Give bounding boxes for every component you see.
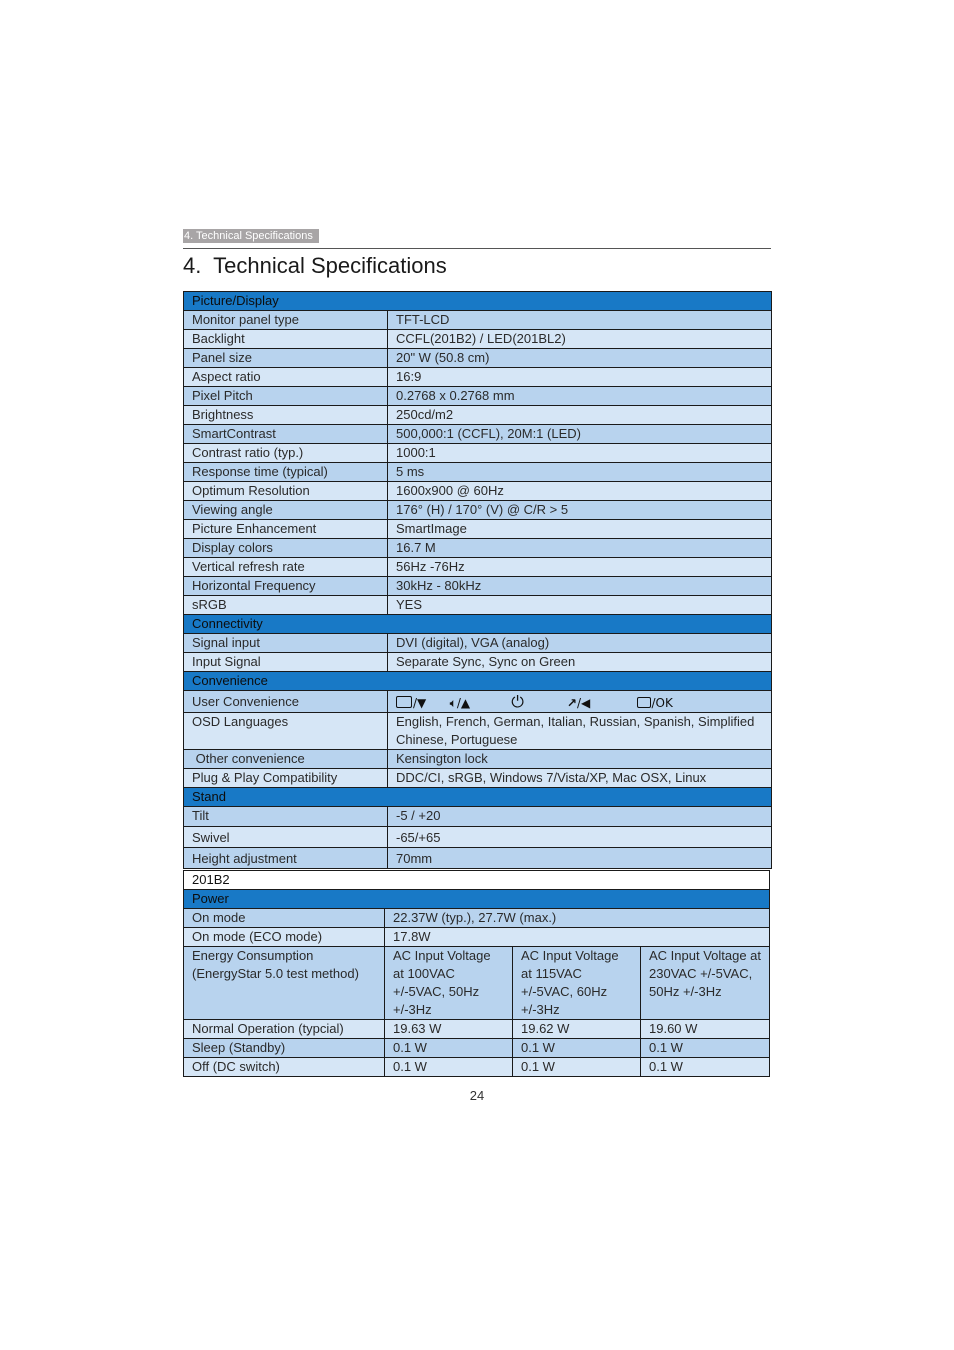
table-row xyxy=(184,909,770,928)
row-label: Optimum Resolution xyxy=(184,482,388,501)
row-value: 250cd/m2 xyxy=(388,406,772,425)
row-value: 0.1 W xyxy=(513,1039,641,1058)
row-label: Brightness xyxy=(184,406,388,425)
table-row xyxy=(184,368,772,387)
row-value: 0.2768 x 0.2768 mm xyxy=(388,387,772,406)
section-title: Stand xyxy=(184,788,772,807)
row-value: 16.7 M xyxy=(388,539,772,558)
table-row xyxy=(184,713,772,750)
row-value: DDC/CI, sRGB, Windows 7/Vista/XP, Mac OSX, Linux xyxy=(388,769,772,788)
osd-control-icons xyxy=(388,691,772,713)
row-value: 19.60 W xyxy=(641,1020,770,1039)
table-row xyxy=(184,807,772,827)
row-label: Response time (typical) xyxy=(184,463,388,482)
row-value: 22.37W (typ.), 27.7W (max.) xyxy=(385,909,770,928)
row-label: Pixel Pitch xyxy=(184,387,388,406)
row-label: Aspect ratio xyxy=(184,368,388,387)
table-row xyxy=(184,848,772,869)
row-label: Input Signal xyxy=(184,653,388,672)
table-row xyxy=(184,691,772,713)
row-value: SmartImage xyxy=(388,520,772,539)
section-title: Convenience xyxy=(184,672,772,691)
model-name: 201B2 xyxy=(184,871,770,890)
row-value: 20" W (50.8 cm) xyxy=(388,349,772,368)
icon-label: /▲ xyxy=(456,696,471,710)
page-title: 4. Technical Specifications xyxy=(183,253,447,278)
row-value: 70mm xyxy=(388,848,772,869)
power-table xyxy=(183,870,770,1077)
row-value: Kensington lock xyxy=(388,750,772,769)
row-value: 176° (H) / 170° (V) @ C/R > 5 xyxy=(388,501,772,520)
table-row xyxy=(184,425,772,444)
table-row xyxy=(184,577,772,596)
header-divider xyxy=(183,248,771,249)
row-value: 5 ms xyxy=(388,463,772,482)
table-row xyxy=(184,750,772,769)
row-value: 16:9 xyxy=(388,368,772,387)
section-tag: 4. Technical Specifications xyxy=(183,229,319,243)
row-value: -5 / +20 xyxy=(388,807,772,827)
menu-box-icon xyxy=(637,697,651,708)
row-label: Height adjustment xyxy=(184,848,388,869)
section-title: Connectivity xyxy=(184,615,772,634)
row-label: Normal Operation (typcial) xyxy=(184,1020,385,1039)
row-value: 0.1 W xyxy=(385,1058,513,1077)
table-row xyxy=(184,947,770,1020)
row-label: SmartContrast xyxy=(184,425,388,444)
row-label: Off (DC switch) xyxy=(184,1058,385,1077)
table-row xyxy=(184,1020,770,1039)
row-label: Swivel xyxy=(184,827,388,848)
table-row xyxy=(184,444,772,463)
table-row xyxy=(184,311,772,330)
row-label: sRGB xyxy=(184,596,388,615)
row-value: 17.8W xyxy=(385,928,770,947)
table-row xyxy=(184,406,772,425)
row-value: 30kHz - 80kHz xyxy=(388,577,772,596)
row-label: User Convenience xyxy=(184,691,388,713)
row-value: 56Hz -76Hz xyxy=(388,558,772,577)
row-value: 19.62 W xyxy=(513,1020,641,1039)
column-header: AC Input Voltage at 100VAC +/-5VAC, 50Hz +/-3Hz xyxy=(385,947,513,1020)
section-header-picture-display xyxy=(184,292,772,311)
row-value: 0.1 W xyxy=(513,1058,641,1077)
smartimage-left-icon xyxy=(567,694,633,712)
table-row xyxy=(184,330,772,349)
menu-down-icon xyxy=(396,694,446,712)
table-row xyxy=(184,769,772,788)
row-label: On mode (ECO mode) xyxy=(184,928,385,947)
speaker-icon: 🔈︎ xyxy=(449,696,457,710)
table-row xyxy=(184,1058,770,1077)
row-label: Tilt xyxy=(184,807,388,827)
row-label: Plug & Play Compatibility xyxy=(184,769,388,788)
row-label: Sleep (Standby) xyxy=(184,1039,385,1058)
model-header-row xyxy=(184,871,770,890)
table-row xyxy=(184,827,772,848)
section-header-power xyxy=(184,890,770,909)
row-label: Other convenience xyxy=(184,750,388,769)
row-label: Panel size xyxy=(184,349,388,368)
table-row xyxy=(184,1039,770,1058)
column-header: AC Input Voltage at 115VAC +/-5VAC, 60Hz +/-3Hz xyxy=(513,947,641,1020)
row-value: 0.1 W xyxy=(641,1058,770,1077)
icon-label: /▼ xyxy=(413,696,427,710)
table-row xyxy=(184,501,772,520)
table-row xyxy=(184,387,772,406)
column-header: AC Input Voltage at 230VAC +/-5VAC, 50Hz +/-3Hz xyxy=(641,947,770,1020)
row-value: 0.1 W xyxy=(641,1039,770,1058)
table-row xyxy=(184,634,772,653)
row-value: 1600x900 @ 60Hz xyxy=(388,482,772,501)
table-row xyxy=(184,653,772,672)
table-row xyxy=(184,596,772,615)
table-row xyxy=(184,463,772,482)
section-header-connectivity xyxy=(184,615,772,634)
section-header-stand xyxy=(184,788,772,807)
table-row xyxy=(184,539,772,558)
section-title: Power xyxy=(184,890,770,909)
monitor-icon xyxy=(396,696,412,708)
row-label: OSD Languages xyxy=(184,713,388,750)
icon-label: /◀ xyxy=(576,696,591,710)
table-row xyxy=(184,558,772,577)
row-label: Energy Consumption (EnergyStar 5.0 test method) xyxy=(184,947,385,1020)
volume-up-icon xyxy=(450,694,508,712)
row-label: Picture Enhancement xyxy=(184,520,388,539)
table-row xyxy=(184,520,772,539)
page-number: 24 xyxy=(469,1088,485,1103)
row-value: 1000:1 xyxy=(388,444,772,463)
icon-label: /OK xyxy=(651,696,673,710)
row-label: Monitor panel type xyxy=(184,311,388,330)
row-value: CCFL(201B2) / LED(201BL2) xyxy=(388,330,772,349)
table-row xyxy=(184,928,770,947)
row-value: 500,000:1 (CCFL), 20M:1 (LED) xyxy=(388,425,772,444)
row-value: TFT-LCD xyxy=(388,311,772,330)
row-label: Horizontal Frequency xyxy=(184,577,388,596)
table-row xyxy=(184,482,772,501)
row-value: YES xyxy=(388,596,772,615)
row-value: 0.1 W xyxy=(385,1039,513,1058)
row-label: Contrast ratio (typ.) xyxy=(184,444,388,463)
section-header-convenience xyxy=(184,672,772,691)
row-value: Separate Sync, Sync on Green xyxy=(388,653,772,672)
row-label: Signal input xyxy=(184,634,388,653)
row-value: DVI (digital), VGA (analog) xyxy=(388,634,772,653)
menu-ok-icon xyxy=(637,694,687,712)
row-label: Display colors xyxy=(184,539,388,558)
row-value: -65/+65 xyxy=(388,827,772,848)
row-value: 19.63 W xyxy=(385,1020,513,1039)
section-title: Picture/Display xyxy=(184,292,772,311)
zigzag-icon: ↗︎ xyxy=(566,696,577,710)
row-label: On mode xyxy=(184,909,385,928)
row-label: Viewing angle xyxy=(184,501,388,520)
power-icon: ⏻ xyxy=(511,692,524,711)
row-label: Backlight xyxy=(184,330,388,349)
row-label: Vertical refresh rate xyxy=(184,558,388,577)
row-value: English, French, German, Italian, Russian, Spanish, Simplified Chinese, Portuguese xyxy=(388,713,772,750)
table-row xyxy=(184,349,772,368)
spec-table xyxy=(183,291,772,869)
